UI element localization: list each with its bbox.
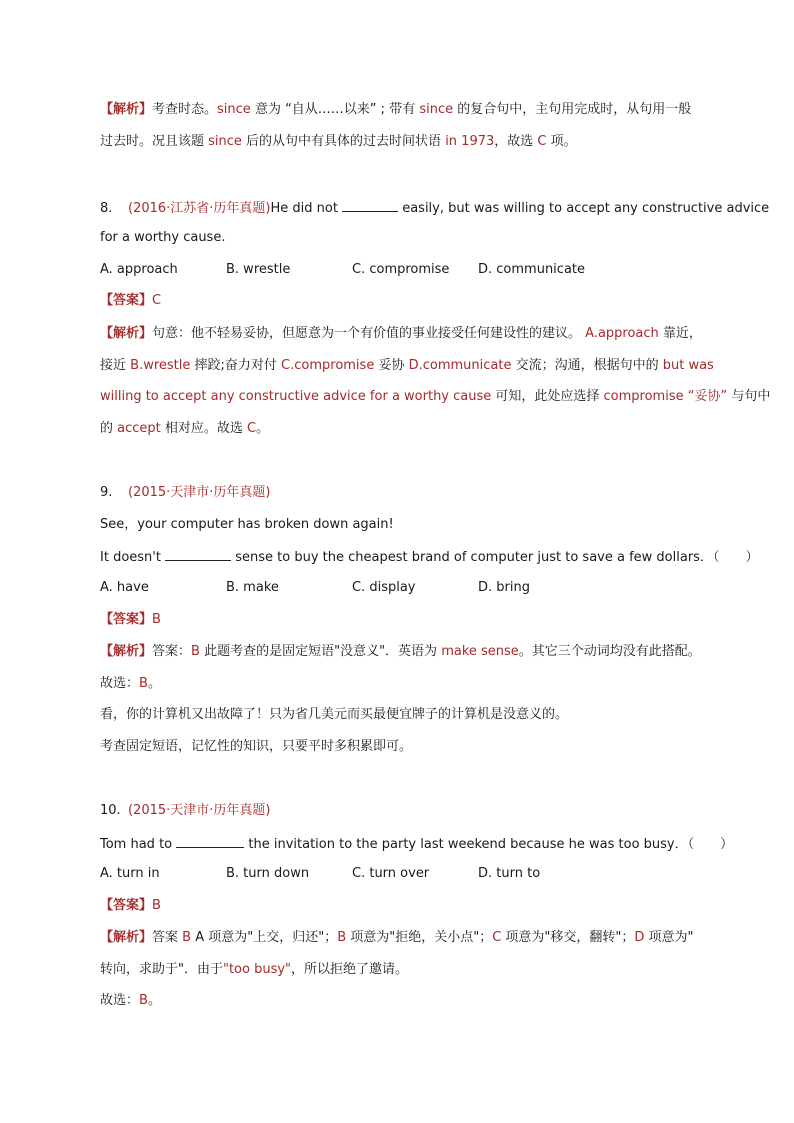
body-text: 摔跤;奋力对付	[190, 358, 282, 373]
body-text: 后的从句中有具体的过去时间状语	[241, 134, 446, 149]
q8-analysis-line-2	[100, 357, 714, 375]
answer-value: C	[152, 293, 162, 308]
question-stem-c: ）	[720, 837, 734, 852]
body-text: 意为 “自从……以来” ; 带有	[250, 102, 420, 117]
q7-analysis-line-1	[100, 101, 700, 119]
q8-analysis-line-3	[100, 388, 771, 406]
q9-stem-line-2	[100, 547, 759, 567]
q8-analysis-text	[100, 358, 714, 373]
question-number: 8.	[100, 201, 113, 216]
q10-analysis-line-2	[100, 961, 700, 979]
q9-option-c: C. display	[352, 580, 416, 595]
q7-analysis-line-2	[100, 133, 700, 151]
highlight-text: B.wrestle	[130, 358, 191, 373]
q9-analysis-text	[100, 676, 161, 691]
body-text: 的复合句中，主句用完成时，从句用一般	[453, 102, 692, 117]
q10-answer	[100, 897, 700, 915]
highlight-text: C	[537, 134, 547, 149]
q10-stem-line-1	[100, 834, 734, 854]
body-text: A 项意为"上交，归还"；	[191, 930, 338, 945]
q8-option-a: A. approach	[100, 262, 178, 277]
q9-header	[100, 484, 700, 502]
highlight-text: but was	[662, 358, 714, 373]
answer-value: B	[152, 612, 161, 627]
q9-analysis-text	[152, 644, 701, 659]
q7-analysis-text	[152, 102, 691, 117]
highlight-text: since	[208, 134, 242, 149]
highlight-text: since	[419, 102, 454, 117]
q8-header	[100, 198, 770, 218]
q8-analysis-line-4	[100, 420, 700, 438]
question-stem-a: Tom had to	[100, 837, 177, 852]
q10-analysis-line-3	[100, 992, 700, 1010]
highlight-text: B	[191, 644, 200, 659]
body-text: ，故选	[494, 134, 538, 149]
analysis-label: 【解析】	[100, 102, 153, 117]
q9-option-d: D. bring	[478, 580, 530, 595]
body-text: 可知，此处应选择	[491, 389, 604, 404]
highlight-text: C	[492, 930, 502, 945]
body-text: 项意为"	[644, 930, 694, 945]
body-text: 相对应。故选	[160, 421, 248, 436]
question-stem-b: sense to buy the cheapest brand of computer just to save a few dollars．（	[231, 550, 720, 565]
highlight-text: compromise	[603, 389, 684, 404]
highlight-text: B	[337, 930, 347, 945]
highlight-text: accept	[117, 421, 161, 436]
q10-analysis-line-1	[100, 929, 700, 947]
body-text: 句意：他不轻易妥协，但愿意为一个有价值的事业接受任何建设性的建议。	[152, 326, 586, 341]
q10-option-c: C. turn over	[352, 866, 430, 881]
body-text: 。其它三个动词均没有此搭配。	[518, 644, 701, 659]
body-text: 靠近，	[658, 326, 702, 341]
body-text: ，所以拒绝了邀请。	[291, 962, 409, 977]
q9-option-a: A. have	[100, 580, 149, 595]
question-stem-a: He did not	[270, 201, 343, 216]
body-text: 接近	[100, 358, 131, 373]
q9-translation-text: 看，你的计算机又出故障了！只为省几美元而买最便宜牌子的计算机是没意义的。	[100, 707, 569, 722]
body-text: 转向，求助于"．由于	[100, 962, 223, 977]
highlight-text: "too busy"	[222, 962, 292, 977]
body-text: 过去时。况且该题	[100, 134, 209, 149]
highlight-text: B	[139, 676, 148, 691]
body-text: 。	[147, 993, 161, 1008]
highlight-text: A.approach	[585, 326, 659, 341]
q10-option-b: B. turn down	[226, 866, 310, 881]
answer-blank	[342, 198, 398, 212]
q10-analysis-text	[152, 930, 694, 945]
body-text: 与句中	[731, 389, 771, 404]
highlight-text: since	[217, 102, 251, 117]
q8-option-b: B. wrestle	[226, 262, 291, 277]
highlight-text: C	[247, 421, 257, 436]
body-text: 此题考查的是固定短语"没意义"．英语为	[199, 644, 442, 659]
q8-analysis-text	[152, 326, 702, 341]
question-number: 9.	[100, 485, 113, 500]
highlight-text: make sense	[441, 644, 519, 659]
body-text: 交流；沟通，根据句中的	[511, 358, 663, 373]
q8-analysis-text	[100, 389, 770, 404]
body-text: 妥协	[374, 358, 409, 373]
question-source: (2016·江苏省·历年真题)	[128, 201, 271, 216]
highlight-text: in 1973	[445, 134, 495, 149]
question-stem-b: the invitation to the party last weekend because he was too busy．（	[244, 837, 695, 852]
question-stem-a: It doesn't	[100, 550, 166, 565]
q10-analysis-text	[100, 993, 161, 1008]
answer-blank	[176, 834, 244, 848]
body-text: 故选：	[100, 676, 140, 691]
question-stem: See，your computer has broken down again!	[100, 517, 394, 532]
body-text: 答案：	[152, 644, 192, 659]
q9-option-b: B. make	[226, 580, 279, 595]
answer-label: 【答案】	[100, 898, 153, 913]
question-source: (2015·天津市·历年真题)	[128, 803, 271, 818]
answer-label: 【答案】	[100, 612, 153, 627]
question-number: 10.	[100, 803, 121, 818]
question-stem-b: easily, but was willing to accept any constructive advice	[398, 201, 770, 216]
body-text: 项意为"移交，翻转"；	[501, 930, 635, 945]
body-text: 考查时态。	[152, 102, 218, 117]
question-stem-cont: for a worthy cause.	[100, 230, 226, 245]
q7-analysis-text	[100, 134, 577, 149]
q8-stem-line-2	[100, 229, 700, 247]
highlight-text: willing to accept any constructive advice for a worthy cause	[100, 389, 492, 404]
analysis-label: 【解析】	[100, 644, 153, 659]
q8-option-d: D. communicate	[478, 262, 586, 277]
q8-answer	[100, 292, 700, 310]
q9-note	[100, 738, 700, 756]
body-text: 项意为"拒绝，关小点"；	[346, 930, 493, 945]
q10-header	[100, 802, 700, 820]
highlight-text: C.compromise	[281, 358, 375, 373]
body-text: 。	[147, 676, 161, 691]
body-text: 故选：	[100, 993, 140, 1008]
analysis-label: 【解析】	[100, 930, 153, 945]
analysis-label: 【解析】	[100, 326, 153, 341]
body-text: 答案	[152, 930, 183, 945]
q10-option-d: D. turn to	[478, 866, 541, 881]
answer-blank	[165, 547, 231, 561]
question-stem-c: ）	[745, 550, 759, 565]
highlight-text: B	[139, 993, 148, 1008]
q8-analysis-text	[100, 421, 269, 436]
q9-analysis-line-2	[100, 675, 700, 693]
q9-note-text: 考查固定短语，记忆性的知识，只要平时多积累即可。	[100, 739, 413, 754]
q8-option-c: C. compromise	[352, 262, 450, 277]
question-source: (2015·天津市·历年真题)	[128, 485, 271, 500]
q8-analysis-line-1	[100, 325, 700, 343]
highlight-text: B	[182, 930, 192, 945]
q10-analysis-text	[100, 962, 408, 977]
q9-answer	[100, 611, 700, 629]
highlight-text: “妥协”	[683, 389, 732, 404]
answer-value: B	[152, 898, 161, 913]
answer-label: 【答案】	[100, 293, 153, 308]
q9-stem-line-1	[100, 516, 700, 534]
q9-analysis-line-1	[100, 643, 700, 661]
q9-translation	[100, 706, 700, 724]
body-text: 项。	[546, 134, 577, 149]
highlight-text: D.communicate	[408, 358, 512, 373]
body-text: 的	[100, 421, 118, 436]
body-text: 。	[256, 421, 270, 436]
highlight-text: D	[634, 930, 645, 945]
q10-option-a: A. turn in	[100, 866, 160, 881]
